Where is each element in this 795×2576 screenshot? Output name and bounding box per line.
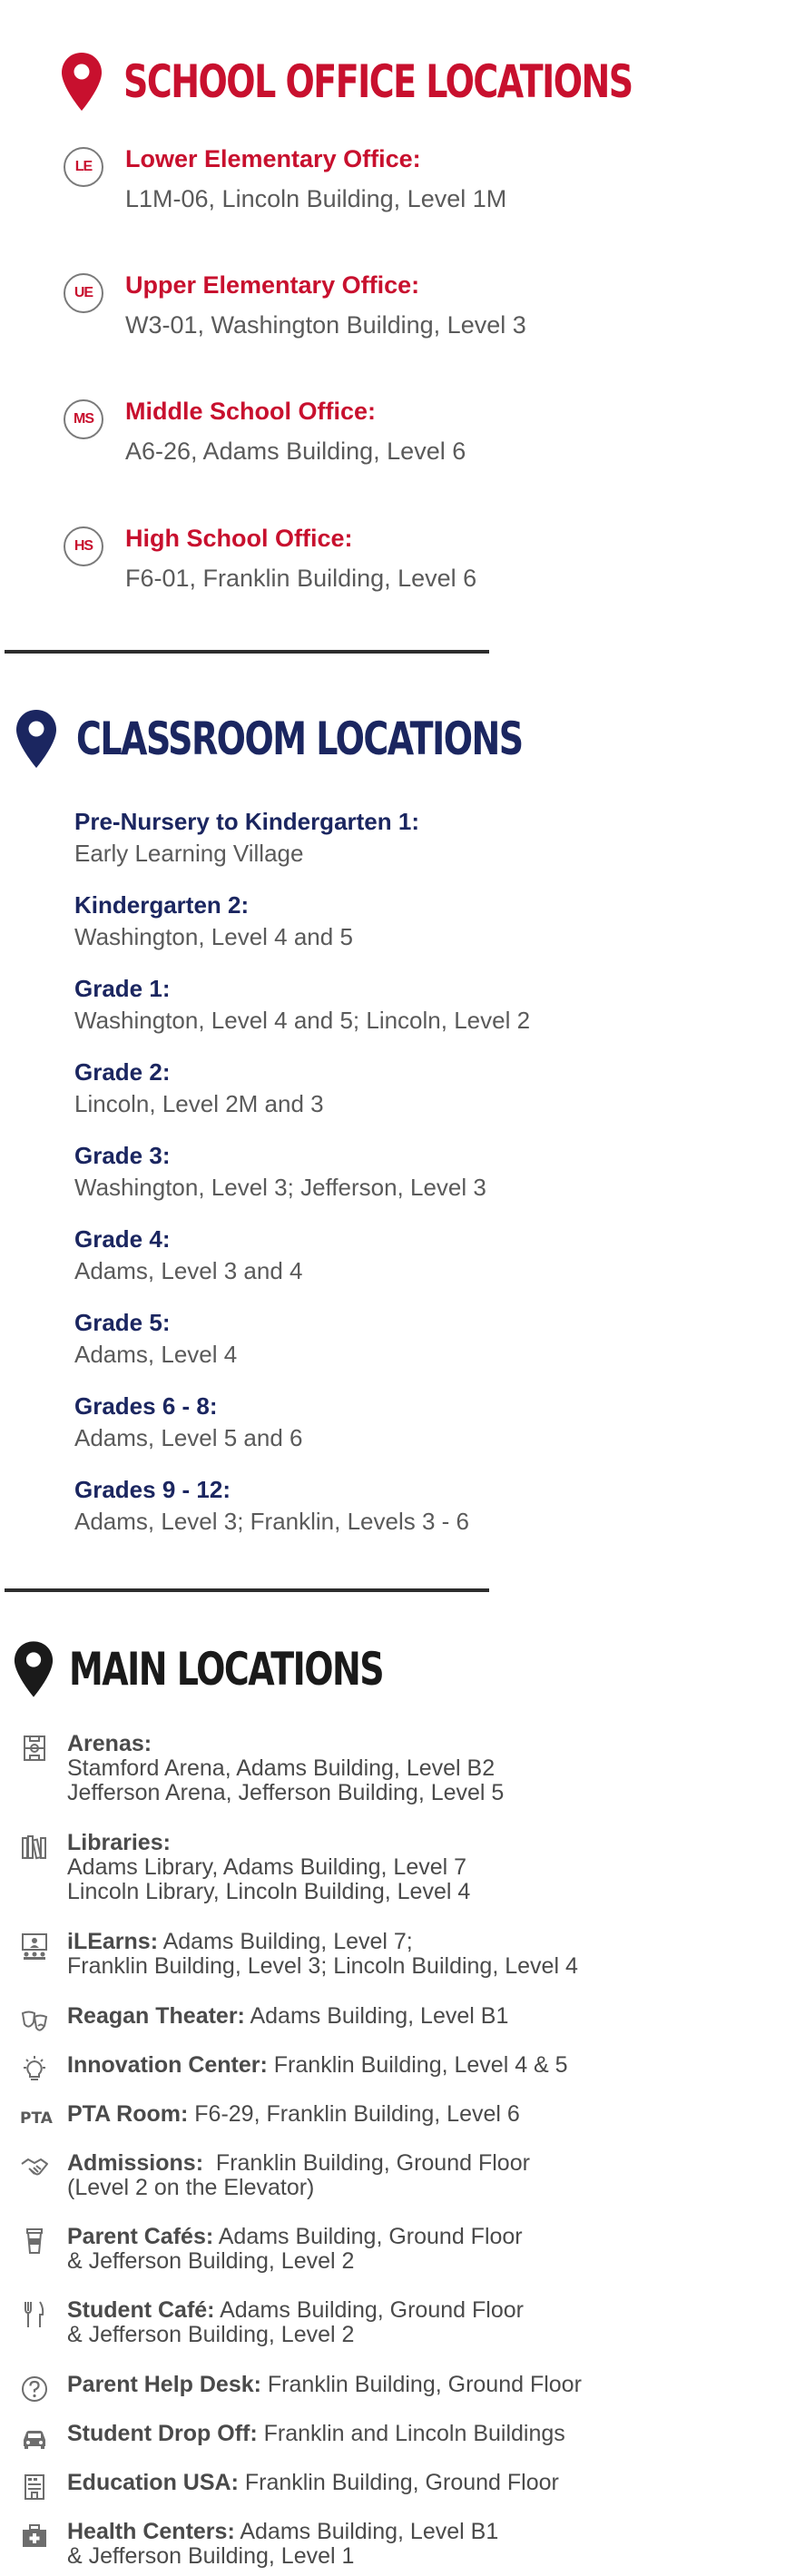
main-location-line: Franklin Building, Level 3; Lincoln Building, Level 4 [67, 1953, 578, 1979]
grade-label: Grades 9 - 12: [74, 1476, 231, 1503]
main-location-label: Student Café: [67, 2297, 215, 2323]
main-location-line: & Jefferson Building, Level 1 [67, 2543, 355, 2569]
main-location-inline: Franklin Building, Ground Floor [238, 2470, 559, 2495]
office-title: High School Office: [125, 525, 353, 552]
main-location-label: Libraries: [67, 1830, 171, 1855]
grade-label: Grade 2: [74, 1058, 171, 1086]
grade-label: Grade 1: [74, 975, 171, 1002]
main-location-line: & Jefferson Building, Level 2 [67, 2322, 355, 2347]
coffee-cup-icon [20, 2227, 49, 2256]
handshake-icon [20, 2153, 49, 2182]
main-location-inline: Franklin Building, Ground Floor [203, 2150, 530, 2176]
office-section-header [60, 51, 793, 113]
classroom-item [74, 1142, 486, 1202]
grade-location: Washington, Level 3; Jefferson, Level 3 [74, 1174, 486, 1201]
classroom-item [74, 1476, 469, 1536]
main-location-inline: Adams Building, Level 7; [158, 1929, 413, 1954]
grade-label: Grade 4: [74, 1225, 171, 1253]
ilearn-icon [20, 1932, 49, 1961]
grade-location: Washington, Level 4 and 5; Lincoln, Level 2 [74, 1007, 531, 1034]
classroom-item [74, 1309, 237, 1369]
main-location-line: & Jefferson Building, Level 2 [67, 2248, 355, 2274]
theater-masks-icon [20, 2006, 49, 2035]
pta-icon [20, 2104, 53, 2133]
classroom-item [74, 1058, 324, 1118]
medical-kit-icon [20, 2522, 49, 2551]
office-address: W3-01, Washington Building, Level 3 [125, 311, 526, 339]
arena-icon [20, 1734, 49, 1763]
office-section-title: SCHOOL OFFICE LOCATIONS [123, 55, 633, 108]
map-pin-icon [15, 708, 58, 770]
main-location-inline: Franklin Building, Ground Floor [260, 2372, 582, 2397]
map-pin-icon [60, 51, 103, 113]
office-address: L1M-06, Lincoln Building, Level 1M [125, 185, 507, 212]
classroom-section-header [15, 708, 663, 770]
pta-icon-text: PTA [20, 2109, 53, 2128]
grade-location: Adams, Level 4 [74, 1341, 238, 1368]
office-title: Lower Elementary Office: [125, 145, 421, 172]
books-icon [20, 1833, 49, 1862]
main-location-label: iLEarns: [67, 1929, 159, 1954]
lightbulb-icon [20, 2055, 49, 2084]
classroom-section-title: CLASSROOM LOCATIONS [76, 713, 523, 765]
grade-label: Kindergarten 2: [74, 891, 250, 919]
grade-location: Washington, Level 4 and 5 [74, 923, 353, 950]
grade-location: Early Learning Village [74, 840, 304, 867]
office-badge: UE [64, 273, 103, 313]
main-location-line: (Level 2 on the Elevator) [67, 2175, 315, 2200]
main-location-inline: Franklin Building, Level 4 & 5 [267, 2052, 568, 2078]
main-location-label: Admissions: [67, 2150, 204, 2176]
section-divider [5, 1588, 489, 1592]
main-location-inline: Adams Building, Ground Floor [213, 2224, 523, 2249]
main-section-header [13, 1639, 482, 1699]
office-badge: LE [64, 147, 103, 187]
main-location-label: Parent Cafés: [67, 2224, 214, 2249]
grade-location: Lincoln, Level 2M and 3 [74, 1090, 324, 1117]
section-divider [5, 650, 489, 654]
office-title: Middle School Office: [125, 398, 377, 425]
grade-location: Adams, Level 3; Franklin, Levels 3 - 6 [74, 1508, 469, 1535]
main-location-label: PTA Room: [67, 2101, 189, 2127]
grade-label: Grades 6 - 8: [74, 1392, 218, 1420]
office-address: A6-26, Adams Building, Level 6 [125, 438, 466, 465]
main-location-label: Education USA: [67, 2470, 239, 2495]
main-location-line: Adams Library, Adams Building, Level 7 [67, 1854, 467, 1880]
map-pin-icon [13, 1639, 54, 1699]
main-location-inline: F6-29, Franklin Building, Level 6 [188, 2101, 520, 2127]
main-location-label: Innovation Center: [67, 2052, 268, 2078]
main-location-line: Lincoln Library, Lincoln Building, Level 4 [67, 1879, 471, 1904]
fork-knife-icon [20, 2300, 49, 2329]
office-badge: MS [64, 399, 103, 439]
grade-label: Pre-Nursery to Kindergarten 1: [74, 808, 419, 835]
main-location-inline: Adams Building, Ground Floor [214, 2297, 524, 2323]
classroom-item [74, 1392, 303, 1452]
main-location-inline: Adams Building, Level B1 [244, 2003, 509, 2029]
classroom-item [74, 1225, 303, 1285]
building-icon [20, 2473, 49, 2502]
classroom-item [74, 975, 530, 1035]
grade-label: Grade 3: [74, 1142, 171, 1169]
grade-location: Adams, Level 3 and 4 [74, 1257, 303, 1284]
main-location-label: Parent Help Desk: [67, 2372, 261, 2397]
main-location-label: Arenas: [67, 1731, 152, 1756]
main-section-title: MAIN LOCATIONS [69, 1643, 384, 1696]
office-badge: HS [64, 526, 103, 566]
classroom-item [74, 891, 353, 951]
office-title: Upper Elementary Office: [125, 271, 420, 299]
classroom-item [74, 808, 419, 868]
main-location-label: Student Drop Off: [67, 2421, 258, 2446]
main-location-label: Reagan Theater: [67, 2003, 245, 2029]
office-address: F6-01, Franklin Building, Level 6 [125, 565, 477, 592]
main-location-inline: Franklin and Lincoln Buildings [257, 2421, 565, 2446]
question-circle-icon [20, 2374, 49, 2404]
main-location-line: Stamford Arena, Adams Building, Level B2 [67, 1755, 496, 1781]
grade-location: Adams, Level 5 and 6 [74, 1424, 303, 1451]
main-location-inline: Adams Building, Level B1 [234, 2519, 499, 2544]
grade-label: Grade 5: [74, 1309, 171, 1336]
main-location-label: Health Centers: [67, 2519, 235, 2544]
car-icon [20, 2424, 49, 2453]
main-location-line: Jefferson Arena, Jefferson Building, Level 5 [67, 1780, 505, 1805]
